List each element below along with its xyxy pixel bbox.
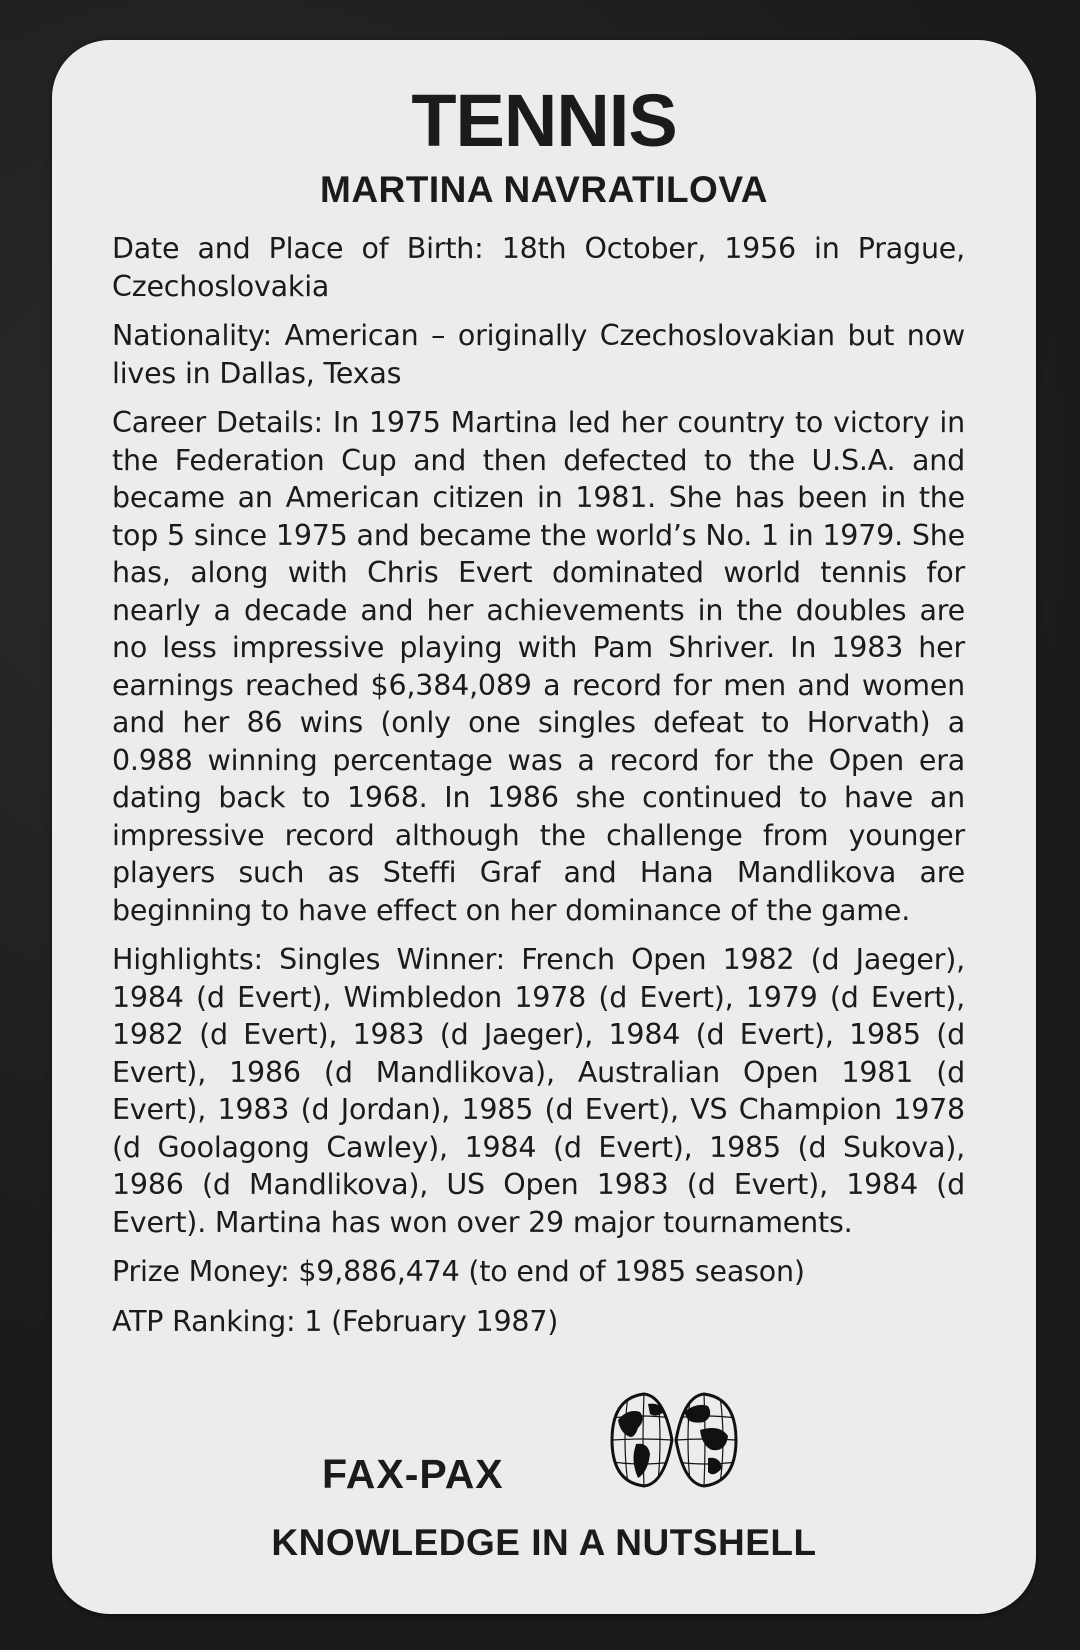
brand-tagline: KNOWLEDGE IN A NUTSHELL: [271, 1522, 817, 1563]
prize-money-label: Prize Money:: [112, 1255, 290, 1288]
prize-money-section: [112, 1253, 965, 1291]
nationality-section: [112, 317, 965, 392]
career-section: [112, 404, 965, 929]
birth-label: Date and Place of Birth:: [112, 232, 484, 265]
highlights-text: Singles Winner: French Open 1982 (d Jaeger), 1984 (d Evert), Wimbledon 1978 (d Evert), 1979 (d Evert), 1982 (d Evert), 1983 (d Jaeger), 1984 (d Evert), 1985 (d Evert), 1986 (d Mandlikova), Australian Open 1981 (d Evert), 1983 (d Jordan), 1985 (d Evert), VS Champion 1978 (d Goolagong Cawley), 1984 (d Evert), 1985 (d Sukova), 1986 (d Mandlikova), US Open 1983 (d Evert), 1984 (d Evert). Martina has won over 29 major tournaments.: [112, 943, 965, 1239]
player-name: MARTINA NAVRATILOVA: [320, 169, 768, 210]
nationality-label: Nationality:: [112, 319, 272, 352]
highlights-section: [112, 941, 965, 1241]
career-text: In 1975 Martina led her country to victory in the Federation Cup and then defected to the U.S.A. and became an American citizen in 1981. She has been in the top 5 since 1975 and became the world’s No. 1 in 1979. She has, along with Chris Evert dominated world tennis for nearly a decade and her achievements in the doubles are no less impressive playing with Pam Shriver. In 1983 her earnings reached $6,384,089 a record for men and women and her 86 wins (only one singles defeat to Horvath) a 0.988 winning percentage was a record for the Open era dating back to 1968. In 1986 she continued to have an impressive record although the challenge from younger players such as Steffi Graf and Hana Mandlikova are beginning to have effect on her dominance of the game.: [112, 406, 965, 927]
prize-money-text: $9,886,474 (to end of 1985 season): [298, 1255, 805, 1288]
ranking-label: ATP Ranking:: [112, 1304, 296, 1338]
birth-text: 18th October, 1956 in Prague, Czechoslovakia: [112, 232, 965, 303]
card-body: [112, 230, 965, 1352]
brand-name: FAX-PAX: [322, 1451, 504, 1497]
career-label: Career Details:: [112, 406, 323, 439]
ranking-text: 1 (February 1987): [304, 1304, 559, 1338]
ranking-section: [112, 1303, 965, 1341]
highlights-label: Highlights:: [112, 943, 263, 976]
twin-globes-icon: [604, 1390, 744, 1490]
fact-card: [52, 40, 1036, 1614]
birth-section: [112, 230, 965, 305]
card-title: TENNIS: [411, 79, 677, 162]
nationality-text: American – originally Czechoslovakian but now lives in Dallas, Texas: [112, 319, 966, 390]
